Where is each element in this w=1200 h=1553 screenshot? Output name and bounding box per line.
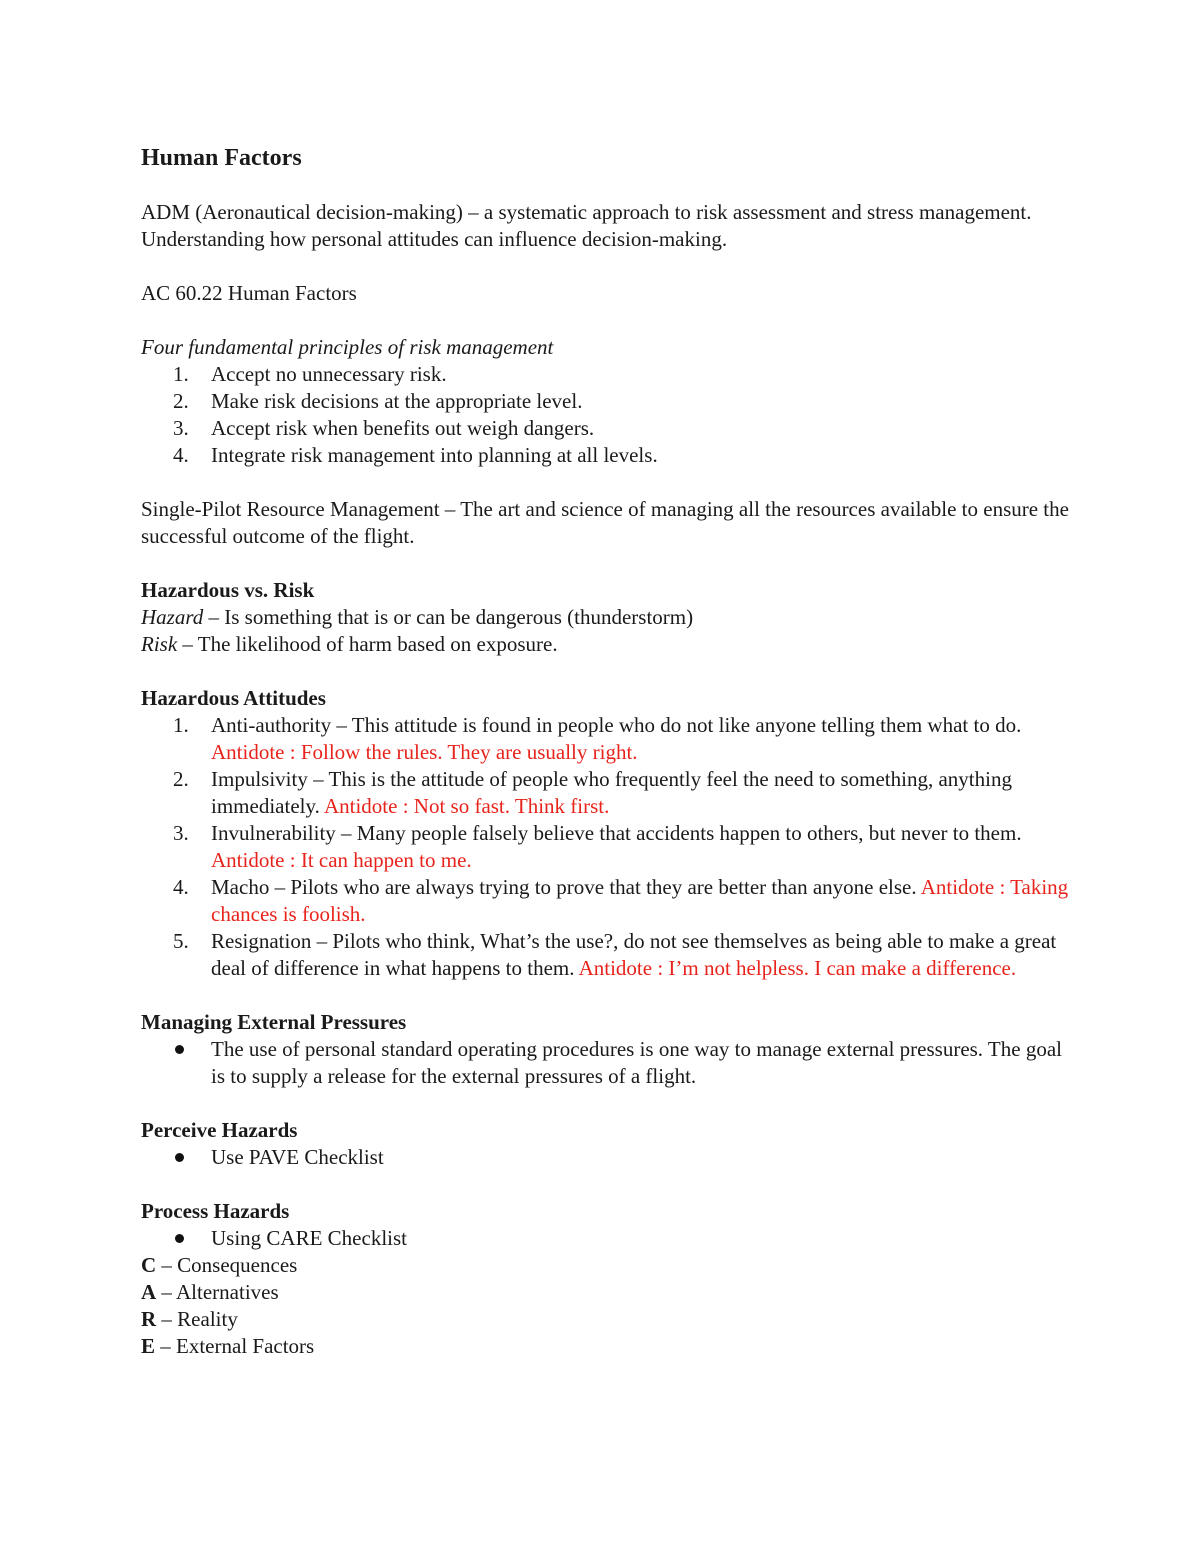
perceive-hazards-heading: Perceive Hazards — [141, 1118, 298, 1142]
list-item — [141, 1036, 1071, 1090]
antidote-text: Antidote : Not so fast. Think first. — [323, 794, 610, 818]
care-letter: E — [141, 1334, 156, 1358]
list-item — [141, 766, 1071, 820]
principles-list — [141, 361, 1071, 469]
care-text: – Alternatives — [156, 1280, 279, 1304]
adm-paragraph: ADM (Aeronautical decision-making) – a systematic approach to risk assessment and stress management. Understanding how personal attitudes can influence decision-making. — [141, 200, 1032, 251]
list-item — [141, 1225, 1071, 1252]
item-number: 3. — [173, 821, 189, 845]
list-item — [141, 874, 1071, 928]
item-number: 4. — [173, 443, 189, 467]
attitudes-list — [141, 712, 1071, 982]
attitudes-heading: Hazardous Attitudes — [141, 686, 326, 710]
care-text: – Reality — [156, 1307, 238, 1331]
care-letter: R — [141, 1307, 157, 1331]
care-letter: A — [141, 1280, 157, 1304]
list-item — [141, 712, 1071, 766]
item-number: 1. — [173, 713, 189, 737]
antidote-text: Antidote : I’m not helpless. I can make a difference. — [578, 956, 1017, 980]
external-pressures-list — [141, 1036, 1071, 1090]
list-item — [141, 1144, 1071, 1171]
risk-term: Risk — [141, 632, 178, 656]
antidote-text: Antidote : It can happen to me. — [211, 848, 472, 872]
care-checklist — [141, 1252, 1071, 1360]
item-text: The use of personal standard operating procedures is one way to manage external pressures. The goal is to supply a release for the external pressures of a flight. — [211, 1037, 1062, 1088]
care-item — [141, 1333, 1071, 1360]
list-item — [141, 388, 1071, 415]
principles-heading: Four fundamental principles of risk management — [141, 335, 554, 359]
antidote-text: Antidote : Taking chances is foolish. — [211, 875, 1069, 926]
list-item — [141, 442, 1071, 469]
item-number: 5. — [173, 929, 189, 953]
item-number: 4. — [173, 875, 189, 899]
item-number: 1. — [173, 362, 189, 386]
document-body — [141, 143, 1071, 1360]
external-pressures-heading: Managing External Pressures — [141, 1010, 407, 1034]
hazard-term: Hazard — [141, 605, 204, 629]
item-text: Make risk decisions at the appropriate level. — [211, 389, 583, 413]
care-letter: C — [141, 1253, 157, 1277]
item-text: Resignation – Pilots who think, What’s the use?, do not see themselves as being able to make a great deal of difference in what happens to them. — [211, 929, 1057, 980]
bullet-icon — [175, 1045, 184, 1054]
ac-reference: AC 60.22 Human Factors — [141, 281, 357, 305]
bullet-icon — [175, 1234, 184, 1243]
item-number: 2. — [173, 767, 189, 791]
item-text: Macho – Pilots who are always trying to prove that they are better than anyone else. — [211, 875, 921, 899]
process-hazards-heading: Process Hazards — [141, 1199, 290, 1223]
care-item — [141, 1252, 1071, 1279]
item-text: Using CARE Checklist — [211, 1226, 408, 1250]
item-number: 3. — [173, 416, 189, 440]
care-item — [141, 1306, 1071, 1333]
bullet-icon — [175, 1153, 184, 1162]
hazard-vs-risk-heading: Hazardous vs. Risk — [141, 578, 315, 602]
list-item — [141, 820, 1071, 874]
item-text: Integrate risk management into planning at all levels. — [211, 443, 658, 467]
perceive-hazards-list — [141, 1144, 1071, 1171]
risk-text: – The likelihood of harm based on exposure. — [177, 632, 558, 656]
care-item — [141, 1279, 1071, 1306]
item-text: Anti-authority – This attitude is found in people who do not like anyone telling them what to do. — [211, 713, 1022, 737]
care-text: – External Factors — [155, 1334, 315, 1358]
list-item — [141, 415, 1071, 442]
item-text: Invulnerability – Many people falsely believe that accidents happen to others, but never to them. — [211, 821, 1022, 845]
process-hazards-list — [141, 1225, 1071, 1252]
item-text: Accept risk when benefits out weigh dangers. — [211, 416, 595, 440]
page-title: Human Factors — [141, 145, 302, 171]
hazard-text: – Is something that is or can be dangerous (thunderstorm) — [203, 605, 694, 629]
care-text: – Consequences — [156, 1253, 298, 1277]
item-text: Impulsivity – This is the attitude of people who frequently feel the need to something, anything immediately. — [211, 767, 1012, 818]
risk-definition — [141, 631, 1071, 658]
list-item — [141, 928, 1071, 982]
srm-paragraph: Single-Pilot Resource Management – The art and science of managing all the resources available to ensure the successful outcome of the flight. — [141, 497, 1069, 548]
hazard-definition — [141, 604, 1071, 631]
item-text: Use PAVE Checklist — [211, 1145, 384, 1169]
list-item — [141, 361, 1071, 388]
item-text: Accept no unnecessary risk. — [211, 362, 447, 386]
antidote-text: Antidote : Follow the rules. They are usually right. — [211, 740, 638, 764]
item-number: 2. — [173, 389, 189, 413]
